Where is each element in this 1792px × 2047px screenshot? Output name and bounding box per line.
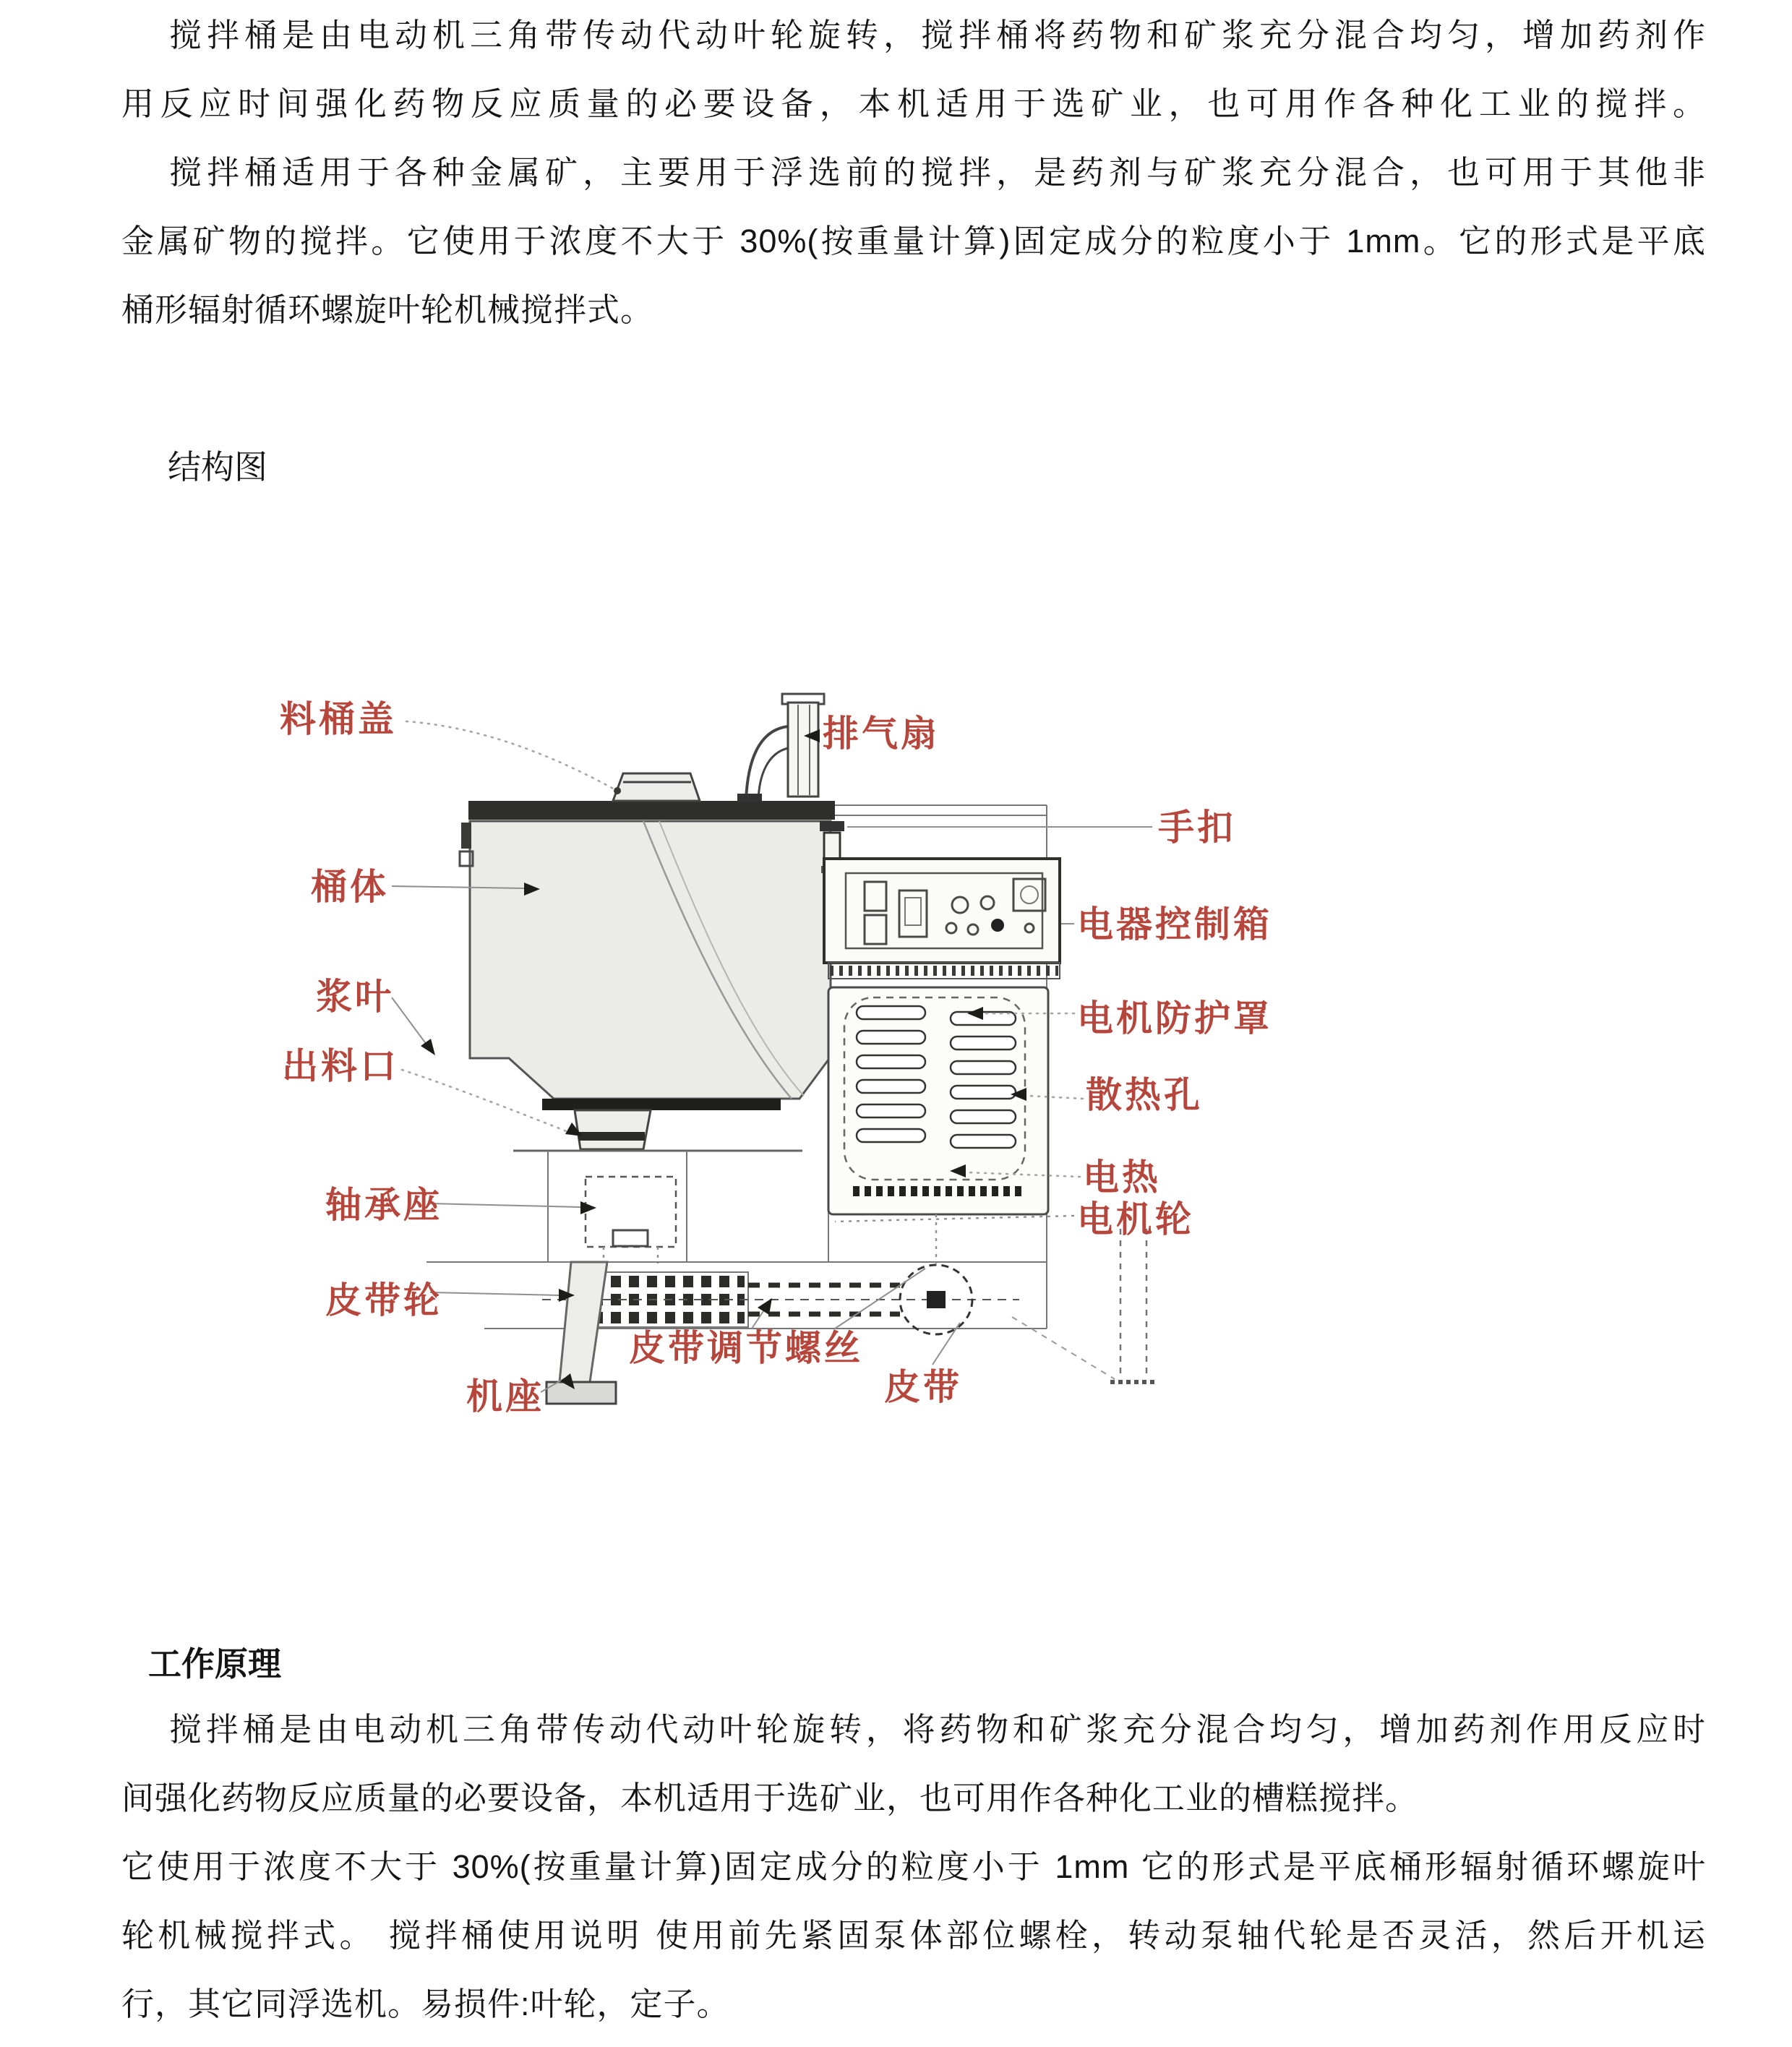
principle-heading: 工作原理 [148,1645,281,1683]
label-base: 机座 [466,1376,544,1417]
label-barrel-body: 桶体 [311,867,389,907]
paragraph-line: 搅拌桶是由电动机三角带传动代动叶轮旋转，将药物和矿浆充分混合均匀，增加药剂作用反应时 [169,1711,1706,1748]
label-bearing-seat: 轴承座 [325,1185,442,1225]
label-paddle: 浆叶 [316,977,394,1017]
paragraph-line: 用反应时间强化药物反应质量的必要设备，本机适用于选矿业，也可用作各种化工业的搅拌。 [121,85,1706,122]
exhaust-fan [737,694,824,802]
structure-heading: 结构图 [168,448,267,486]
label-pulley: 皮带轮 [325,1280,442,1321]
paragraph-line: 金属矿物的搅拌。它使用于浓度不大于 30%(按重量计算)固定成分的粒度小于 1mm。它的形式是平底 [121,223,1706,259]
paragraph-line: 桶形辐射循环螺旋叶轮机械搅拌式。 [121,291,654,328]
label-motor-wheel: 电机轮 [1077,1199,1194,1240]
label-motor-guard: 电机防护罩 [1077,998,1272,1039]
barrel-lid [468,773,835,820]
paragraph-line: 轮机械搅拌式。 搅拌桶使用说明 使用前先紧固泵体部位螺栓，转动泵轴代轮是否灵活，然后开机运 [121,1917,1706,1954]
paragraph-line: 搅拌桶适用于各种金属矿，主要用于浮选前的搅拌，是药剂与矿浆充分混合，也可用于其他非 [169,154,1706,191]
structure-diagram [181,636,1301,1431]
label-belt-adjust-screw: 皮带调节螺丝 [629,1328,863,1368]
label-hand-buckle: 手扣 [1158,807,1236,848]
label-control-box: 电器控制箱 [1077,904,1272,945]
label-outlet: 出料口 [282,1046,399,1086]
label-fan: 排气扇 [823,713,940,754]
paragraph-line: 行，其它同浮选机。易损件:叶轮，定子。 [121,1986,730,2022]
label-vent-holes: 散热孔 [1086,1075,1203,1115]
control-panel [824,859,1060,979]
paragraph-line: 它使用于浓度不大于 30%(按重量计算)固定成分的粒度小于 1mm 它的形式是平底桶形辐射循环螺旋叶 [121,1848,1706,1885]
base-foot [546,1382,616,1404]
machine-drawing [426,694,1158,1404]
barrel-body-shape [460,821,831,1099]
label-heater: 电热 [1083,1157,1161,1198]
paragraph-line: 间强化药物反应质量的必要设备，本机适用于选矿业，也可用作各种化工业的槽糕搅拌。 [121,1780,1419,1816]
label-belt: 皮带 [884,1367,962,1407]
discharge-spout [513,1099,802,1151]
label-cover: 料桶盖 [280,699,397,739]
paragraph-line: 搅拌桶是由电动机三角带传动代动叶轮旋转，搅拌桶将药物和矿浆充分混合均匀，增加药剂作 [169,17,1706,53]
motor-housing [828,987,1048,1214]
